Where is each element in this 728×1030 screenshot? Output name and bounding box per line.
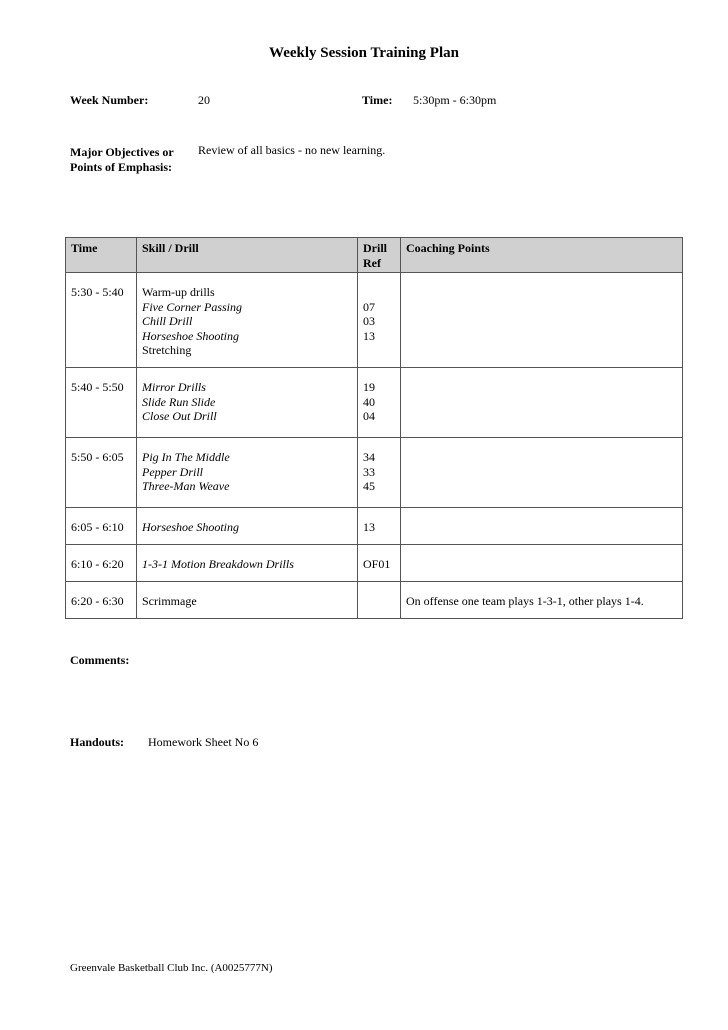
row-drill-refs bbox=[358, 438, 401, 508]
handouts-label: Handouts: bbox=[70, 735, 125, 749]
drill-name: Slide Run Slide bbox=[142, 394, 216, 409]
row-drills bbox=[137, 273, 358, 368]
header-time: Time bbox=[66, 238, 137, 273]
table-row bbox=[66, 582, 683, 619]
row-time: 5:30 - 5:40 bbox=[66, 273, 137, 368]
drill-name: Horseshoe Shooting bbox=[142, 520, 239, 534]
drill-ref: 19 bbox=[363, 380, 375, 394]
drill-ref: 34 bbox=[363, 450, 375, 464]
row-drills bbox=[137, 368, 358, 438]
drill-name: Chill Drill bbox=[142, 314, 193, 328]
row-time: 5:50 - 6:05 bbox=[66, 438, 137, 508]
row-coaching-points: On offense one team plays 1-3-1, other plays 1-4. bbox=[401, 582, 683, 619]
drill-name: Stretching bbox=[142, 343, 192, 357]
row-coaching-points bbox=[401, 545, 683, 582]
page-title: Weekly Session Training Plan bbox=[269, 45, 459, 61]
header-skill-drill: Skill / Drill bbox=[137, 238, 358, 273]
drill-ref: 33 bbox=[363, 464, 375, 479]
table-header-row bbox=[66, 238, 683, 273]
row-drills bbox=[137, 582, 358, 619]
objectives-value: Review of all basics - no new learning. bbox=[198, 143, 386, 157]
drill-name: Pig In The Middle bbox=[142, 450, 230, 464]
row-drill-refs bbox=[358, 368, 401, 438]
drill-ref bbox=[363, 594, 395, 609]
row-drills bbox=[137, 508, 358, 545]
table-row bbox=[66, 545, 683, 582]
time-value: 5:30pm - 6:30pm bbox=[413, 93, 497, 107]
row-time: 5:40 - 5:50 bbox=[66, 368, 137, 438]
drill-name: Scrimmage bbox=[142, 594, 197, 608]
week-number-label: Week Number: bbox=[70, 93, 149, 107]
row-drills bbox=[137, 438, 358, 508]
training-plan-table bbox=[65, 237, 683, 619]
row-coaching-points bbox=[401, 438, 683, 508]
drill-name: Pepper Drill bbox=[142, 464, 203, 479]
header-coaching-points: Coaching Points bbox=[401, 238, 683, 273]
drill-ref: 04 bbox=[363, 409, 375, 423]
table-row bbox=[66, 368, 683, 438]
header-drill-ref-line-2: Ref bbox=[363, 255, 381, 270]
comments-label: Comments: bbox=[70, 653, 130, 667]
row-drill-refs bbox=[358, 508, 401, 545]
row-time: 6:10 - 6:20 bbox=[66, 545, 137, 582]
handouts-value: Homework Sheet No 6 bbox=[148, 735, 259, 749]
drill-ref bbox=[363, 343, 395, 358]
row-time: 6:05 - 6:10 bbox=[66, 508, 137, 545]
week-number-value: 20 bbox=[198, 93, 210, 107]
drill-ref bbox=[363, 285, 395, 300]
drill-name: Three-Man Weave bbox=[142, 479, 230, 493]
table-row bbox=[66, 438, 683, 508]
header-drill-ref-line-1: Drill bbox=[363, 241, 387, 255]
drill-name: Warm-up drills bbox=[142, 285, 215, 299]
drill-ref: 40 bbox=[363, 394, 375, 409]
row-drill-refs bbox=[358, 273, 401, 368]
drill-ref: 07 bbox=[363, 299, 375, 314]
row-coaching-points bbox=[401, 508, 683, 545]
objectives-label-line-1: Major Objectives or bbox=[70, 145, 174, 159]
header-drill-ref bbox=[358, 238, 401, 273]
row-time: 6:20 - 6:30 bbox=[66, 582, 137, 619]
drill-ref: 13 bbox=[363, 328, 375, 343]
table-row bbox=[66, 273, 683, 368]
drill-ref: 03 bbox=[363, 314, 375, 328]
drill-ref: 45 bbox=[363, 479, 375, 493]
row-coaching-points bbox=[401, 273, 683, 368]
objectives-label-line-2: Points of Emphasis: bbox=[70, 160, 173, 174]
drill-name: 1-3-1 Motion Breakdown Drills bbox=[142, 557, 294, 571]
row-drill-refs bbox=[358, 582, 401, 619]
drill-name: Mirror Drills bbox=[142, 380, 206, 394]
row-coaching-points bbox=[401, 368, 683, 438]
row-drill-refs bbox=[358, 545, 401, 582]
table-row bbox=[66, 508, 683, 545]
drill-name: Five Corner Passing bbox=[142, 299, 242, 314]
drill-ref: 13 bbox=[363, 520, 375, 534]
drill-name: Horseshoe Shooting bbox=[142, 328, 239, 343]
drill-ref: OF01 bbox=[363, 557, 391, 571]
footer-club-name: Greenvale Basketball Club Inc. (A0025777N) bbox=[70, 962, 273, 974]
drill-name: Close Out Drill bbox=[142, 409, 217, 423]
time-label: Time: bbox=[362, 93, 393, 107]
row-drills bbox=[137, 545, 358, 582]
